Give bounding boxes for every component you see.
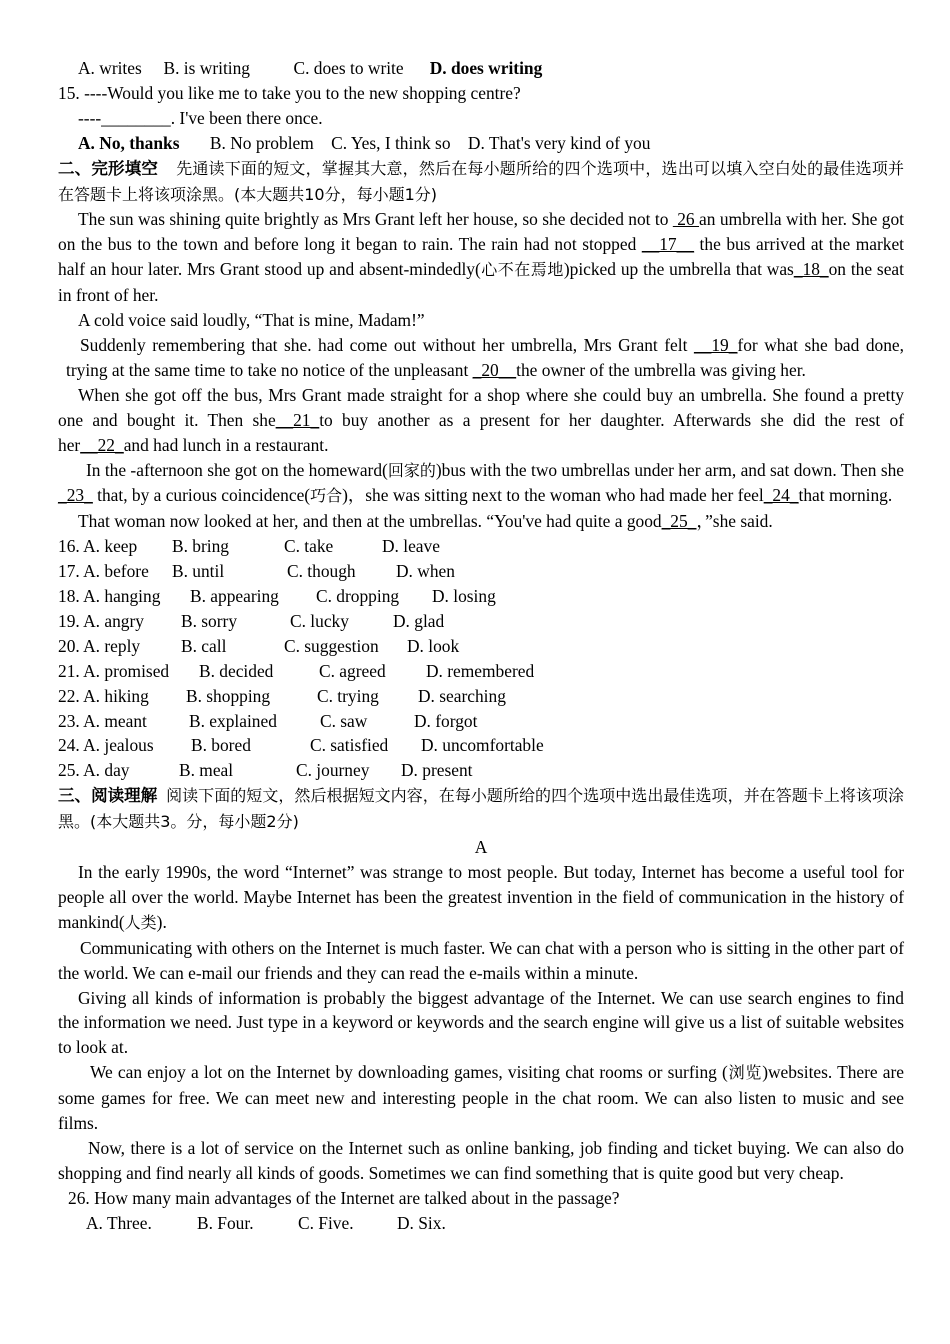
q14-option-c: C. does to write xyxy=(293,58,404,78)
cloze-blank-17: __17__ xyxy=(641,234,695,255)
q14-option-d: D. does writing xyxy=(429,58,543,78)
cloze-options xyxy=(58,534,904,783)
reading-paragraph-1: In the early 1990s, the word “Internet” was strange to most people. But today, Internet has become a useful tool for people all over the world. Maybe Internet has been the greatest invention in the field of communication in the history of mankind(人类). xyxy=(58,862,904,932)
q14-option-a: A. writes xyxy=(78,58,142,78)
cloze-blank-25: _25_ xyxy=(661,511,697,532)
section2-header xyxy=(58,156,904,208)
cloze-option-row: 16. A. keep B. bring C. take D. leave xyxy=(58,536,440,557)
cloze-paragraph-3: Suddenly remembering that she. had come out without her umbrella, Mrs Grant felt __19_for what she bad done, trying at the same time to take no notice of the unpleasant _20__the owner of the umbrella was giving her. xyxy=(66,334,904,380)
cloze-option-row: 24. A. jealous B. bored C. satisfied D. uncomfortable xyxy=(58,735,544,756)
cloze-paragraph-4: When she got off the bus, Mrs Grant made straight for a shop where she could buy an umbrella. She found a pretty one and bought it. Then she__21_to buy another as a present for her daughter. Afterwards she did the rest of her__22_and had lunch in a restaurant. xyxy=(58,384,904,455)
q26-option-b: B. Four. xyxy=(197,1212,254,1233)
cloze-blank-26: 26 xyxy=(672,209,700,230)
cloze-blank-20: _20__ xyxy=(472,359,517,380)
q26-question: 26. How many main advantages of the Internet are talked about in the passage? xyxy=(68,1187,620,1208)
q26-options xyxy=(58,1211,904,1236)
cloze-paragraph-6: That woman now looked at her, and then at the umbrellas. “You've had quite a good_25_，”she said. xyxy=(78,511,773,532)
section3-header xyxy=(58,783,904,835)
q15-option-c: C. Yes, I think so xyxy=(331,132,451,153)
cloze-blank-23: _23_ xyxy=(58,485,93,506)
reading-paragraph-2: Communicating with others on the Internet is much faster. We can chat with a person who is sitting in the other part of the world. We can e-mail our friends and they can read the e-mails within a minute. xyxy=(58,937,904,983)
q26-option-a: A. Three. xyxy=(86,1212,152,1233)
cloze-option-row: 21. A. promised B. decided C. agreed D. remembered xyxy=(58,660,535,681)
section2-instructions: 先通读下面的短文，掌握其大意，然后在每小题所给的四个选项中，选出可以填入空白处的最佳选项并在答题卡上将该项涂黑。(本大题共10分，每小题1分) xyxy=(58,158,905,204)
q26-option-d: D. Six. xyxy=(397,1212,446,1233)
section2-heading: 二、完形填空 xyxy=(58,158,159,178)
cloze-option-row: 23. A. meant B. explained C. saw D. forgot xyxy=(58,710,478,731)
cloze-option-row: 20. A. reply B. call C. suggestion D. look xyxy=(58,635,460,656)
cloze-blank-24: _24_ xyxy=(763,485,799,506)
passage-label: A xyxy=(474,837,488,858)
section3-heading: 三、阅读理解 xyxy=(58,786,158,806)
q15-option-d: D. That's very kind of you xyxy=(467,132,651,153)
q15-options xyxy=(58,131,904,156)
q15-blank: ________ xyxy=(101,107,171,128)
reading-paragraph-5: Now, there is a lot of service on the Internet such as online banking, job finding and ticket buying. We can also do shopping and find nearly all kinds of goods. Sometimes we can find something that is quite good but very cheap. xyxy=(58,1137,904,1183)
cloze-blank-21: __21_ xyxy=(275,409,320,430)
section3-instructions: 阅读下面的短文，然后根据短文内容，在每小题所给的四个选项中选出最佳选项，并在答题卡上将该项涂黑。(本大题共3。分，每小题2分) xyxy=(58,786,905,832)
cloze-option-row: 17. A. before B. until C. though D. when xyxy=(58,561,455,582)
cloze-paragraph-2: A cold voice said loudly, “That is mine, Madam!” xyxy=(78,310,425,331)
cloze-blank-22: __22_ xyxy=(80,434,124,455)
q14-option-b: B. is writing xyxy=(163,58,250,78)
cloze-blank-19: __19_ xyxy=(693,334,738,355)
q15-question: 15. ----Would you like me to take you to the new shopping centre? xyxy=(58,82,521,103)
q26-option-c: C. Five. xyxy=(298,1212,354,1233)
cloze-paragraph-1: The sun was shining quite brightly as Mrs Grant left her house, so she decided not to 26 an umbrella with her. She got on the bus to the town and before long it began to rain. The rain had not stopped __17__ the bus arrived at the market half an hour later. Mrs Grant stood up and absent-mindedly(心不在焉地)picked up the umbrella that was_18_on the seat in front of her. xyxy=(58,209,905,306)
q15-option-a: A. No, thanks xyxy=(78,132,180,153)
cloze-option-row: 22. A. hiking B. shopping C. trying D. searching xyxy=(58,685,506,706)
cloze-option-row: 18. A. hanging B. appearing C. dropping D. losing xyxy=(58,586,496,607)
cloze-blank-18: _18_ xyxy=(793,259,829,280)
reading-paragraph-3: Giving all kinds of information is probably the biggest advantage of the Internet. We can use search engines to find the information we need. Just type in a keyword or keywords and the search engine will give us a list of suitable websites to look at. xyxy=(58,987,904,1058)
cloze-option-row: 19. A. angry B. sorry C. lucky D. glad xyxy=(58,610,445,631)
q15-option-b: B. No problem xyxy=(209,132,314,153)
q14-options xyxy=(58,56,904,81)
cloze-paragraph-5: In the -afternoon she got on the homeward(回家的)bus with the two umbrellas under her arm, and sat down. Then she _23_ that, by a curious coincidence(巧合)，she was sitting next to the woman who had made her feel_24_that morning. xyxy=(58,459,904,506)
reading-paragraph-4: We can enjoy a lot on the Internet by downloading games, visiting chat rooms or surfing (浏览)websites. There are some games for free. We can meet new and interesting people in the chat room. We can also listen to music and see films. xyxy=(58,1062,904,1134)
q15-reply: ----________. I've been there once. xyxy=(78,107,323,128)
cloze-option-row: 25. A. day B. meal C. journey D. present xyxy=(58,760,473,781)
